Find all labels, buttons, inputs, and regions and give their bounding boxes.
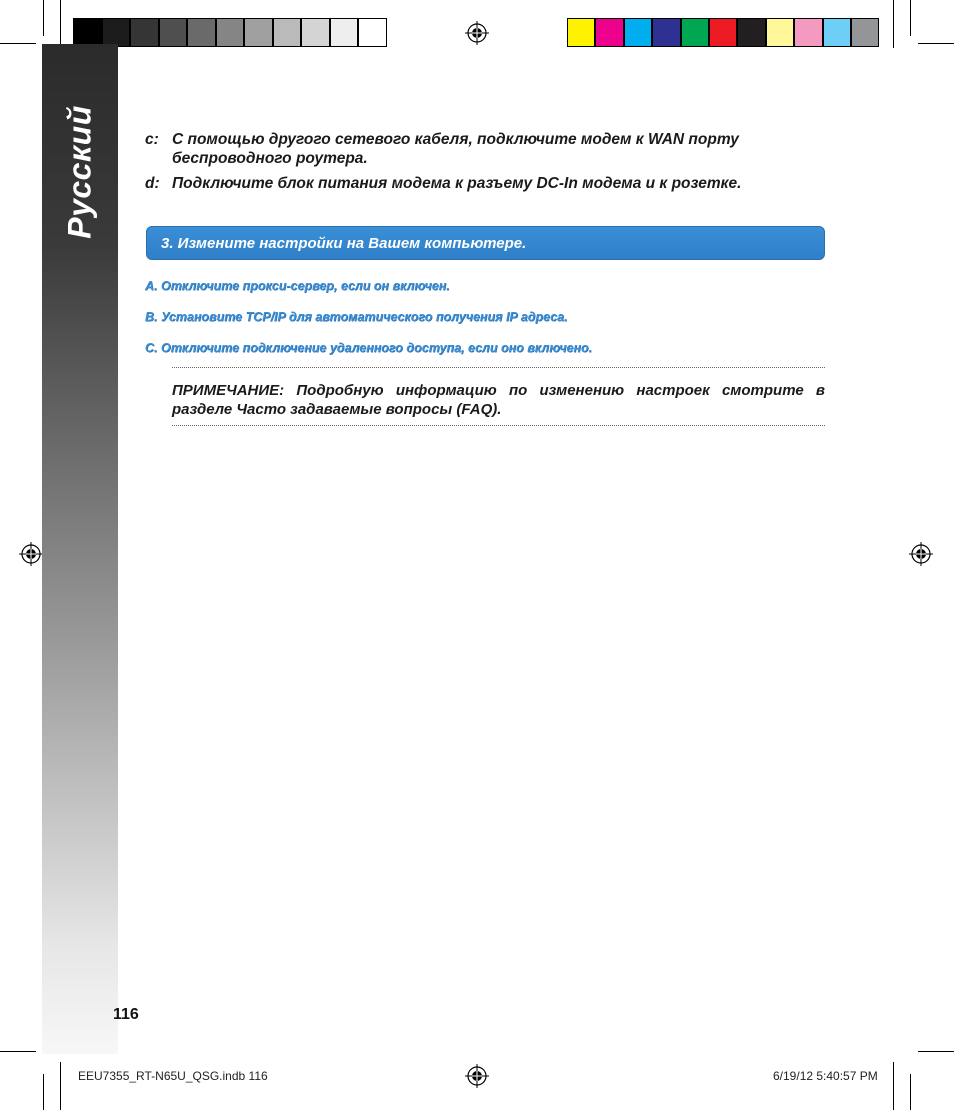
- sub-item: C. Отключите подключение удаленного доступа, если оно включено.: [145, 341, 593, 355]
- sub-item: A. Отключите прокси-сервер, если он включен.: [145, 279, 450, 293]
- calibration-swatch: [624, 18, 652, 47]
- registration-mark-icon: [19, 542, 43, 566]
- calibration-swatch: [159, 18, 188, 47]
- crop-mark: [918, 1051, 954, 1052]
- registration-mark-icon: [465, 21, 489, 45]
- calibration-swatch: [301, 18, 330, 47]
- calibration-swatch: [737, 18, 765, 47]
- crop-mark: [60, 0, 61, 48]
- crop-mark: [910, 1074, 911, 1110]
- calibration-swatch: [130, 18, 159, 47]
- registration-mark-icon: [909, 542, 933, 566]
- step-key: c:: [145, 131, 159, 148]
- step-key: d:: [145, 175, 160, 192]
- crop-mark: [0, 1051, 36, 1052]
- note-divider-top: [172, 367, 825, 368]
- calibration-swatch: [567, 18, 595, 47]
- calibration-swatch: [273, 18, 302, 47]
- calibration-swatch: [73, 18, 102, 47]
- calibration-swatch: [766, 18, 794, 47]
- footer-timestamp: 6/19/12 5:40:57 PM: [773, 1069, 878, 1083]
- section-banner: [146, 226, 825, 260]
- crop-mark: [918, 43, 954, 44]
- section-title: 3. Измените настройки на Вашем компьютере.: [161, 235, 527, 252]
- calibration-swatch: [823, 18, 851, 47]
- footer-file-info: EEU7355_RT-N65U_QSG.indb 116: [78, 1069, 268, 1083]
- language-tab-label: Русский: [61, 105, 98, 239]
- calibration-swatch: [851, 18, 879, 47]
- note-text: ПРИМЕЧАНИЕ: Подробную информацию по изменению настроек смотрите в разделе Часто задаваемые вопросы (FAQ).: [172, 382, 825, 418]
- calibration-swatch: [216, 18, 245, 47]
- crop-mark: [0, 43, 36, 44]
- calibration-swatch: [709, 18, 737, 47]
- page-number: 116: [113, 1006, 139, 1023]
- crop-mark: [60, 1062, 61, 1110]
- crop-mark: [43, 0, 44, 36]
- calibration-swatch: [244, 18, 273, 47]
- sub-item: B. Установите TCP/IP для автоматического получения IP адреса.: [145, 310, 568, 324]
- step-text: С помощью другого сетевого кабеля, подключите модем к WAN порту беспроводного роутера.: [172, 131, 739, 167]
- registration-mark-icon: [465, 1064, 489, 1088]
- calibration-swatch: [794, 18, 822, 47]
- calibration-swatch: [102, 18, 131, 47]
- note-divider-bottom: [172, 425, 825, 426]
- crop-mark: [893, 1062, 894, 1110]
- calibration-swatch: [330, 18, 359, 47]
- calibration-swatch: [652, 18, 680, 47]
- crop-mark: [910, 0, 911, 36]
- calibration-swatch: [595, 18, 623, 47]
- step-text: Подключите блок питания модема к разъему DC-In модема и к розетке.: [172, 175, 742, 192]
- calibration-swatch: [187, 18, 216, 47]
- crop-mark: [893, 0, 894, 48]
- calibration-swatch: [358, 18, 387, 47]
- calibration-swatch: [681, 18, 709, 47]
- crop-mark: [43, 1074, 44, 1110]
